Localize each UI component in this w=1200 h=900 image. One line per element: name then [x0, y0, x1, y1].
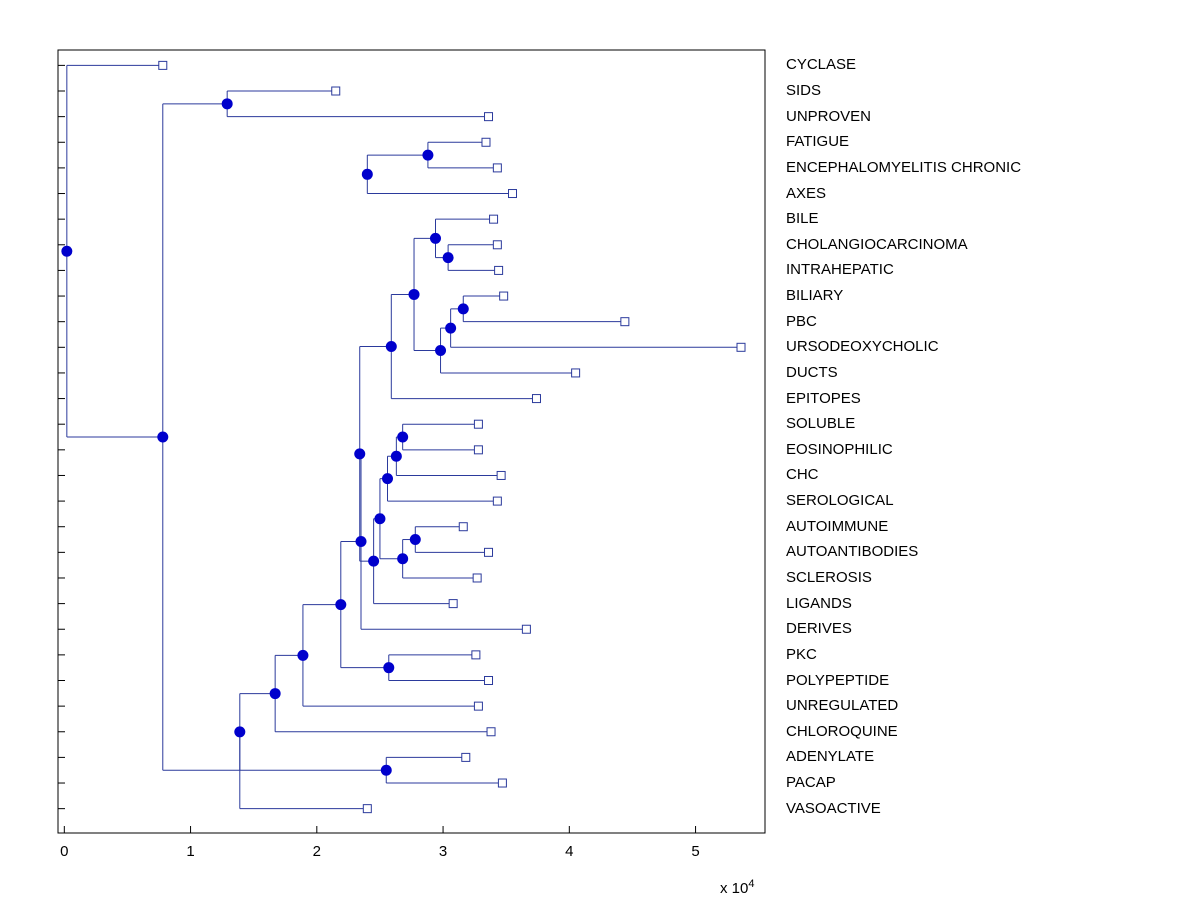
node-marker — [382, 473, 393, 484]
leaf-marker — [509, 190, 517, 198]
leaf-marker — [472, 651, 480, 659]
leaf-label: UNPROVEN — [786, 107, 872, 125]
leaf-label: SCLEROSIS — [786, 568, 872, 586]
leaf-label: SIDS — [786, 82, 822, 99]
leaf-marker — [363, 805, 371, 813]
leaf-label: SEROLOGICAL — [786, 492, 894, 510]
node-marker — [410, 534, 421, 545]
leaf-label: EOSINOPHILIC — [786, 440, 893, 458]
x-axis-tick-label: 3 — [438, 843, 448, 860]
leaf-marker — [737, 343, 745, 351]
node-marker — [443, 252, 454, 263]
node-marker — [234, 726, 245, 737]
x-axis-exponent-power: 4 — [748, 878, 755, 890]
leaf-marker — [498, 779, 506, 787]
node-marker — [368, 556, 379, 567]
node-marker — [458, 303, 469, 314]
leaf-label: POLYPEPTIDE — [786, 671, 890, 689]
node-marker — [397, 432, 408, 443]
node-marker — [397, 553, 408, 564]
leaf-label: CHC — [786, 466, 819, 484]
x-axis-tick-label: 5 — [691, 843, 700, 860]
leaf-marker — [474, 702, 482, 710]
leaf-marker — [487, 728, 495, 736]
leaf-label: DUCTS — [786, 363, 838, 381]
leaf-label: URSODEOXYCHOLIC — [786, 338, 939, 356]
leaf-label: VASOACTIVE — [786, 799, 881, 817]
leaf-label: CHLOROQUINE — [786, 722, 898, 740]
x-axis-tick-label: 2 — [312, 843, 321, 860]
leaf-marker — [493, 497, 501, 505]
node-marker — [430, 233, 441, 244]
x-axis-exponent-label — [720, 878, 754, 897]
leaf-label: PACAP — [786, 774, 836, 792]
node-marker — [61, 246, 72, 257]
node-marker — [422, 150, 433, 161]
x-axis-tick-label: 0 — [60, 843, 69, 860]
node-marker — [335, 599, 346, 610]
node-marker — [222, 98, 233, 109]
x-axis-tick-label: 4 — [565, 843, 574, 860]
node-marker — [157, 432, 168, 443]
leaf-marker — [485, 677, 493, 685]
node-marker — [383, 662, 394, 673]
leaf-marker — [500, 292, 508, 300]
leaf-marker — [449, 600, 457, 608]
leaf-label: PKC — [786, 645, 817, 663]
leaf-marker — [485, 548, 493, 556]
leaf-label: AUTOIMMUNE — [786, 517, 889, 535]
leaf-marker — [332, 87, 340, 95]
leaf-marker — [485, 113, 493, 121]
leaf-label: FATIGUE — [786, 133, 850, 151]
node-marker — [362, 169, 373, 180]
node-marker — [374, 513, 385, 524]
leaf-markers — [159, 61, 745, 812]
leaf-label: AUTOANTIBODIES — [786, 543, 919, 561]
x-axis-exponent-base: x 10 — [720, 880, 749, 897]
node-marker — [356, 536, 367, 547]
leaf-label: SOLUBLE — [786, 415, 856, 433]
leaf-marker — [474, 420, 482, 428]
leaf-label: INTRAHEPATIC — [786, 261, 894, 279]
leaf-label: BILE — [786, 210, 819, 228]
leaf-label: PBC — [786, 312, 817, 330]
node-marker — [445, 323, 456, 334]
leaf-marker — [482, 138, 490, 146]
leaf-label: BILIARY — [786, 287, 844, 305]
node-marker — [381, 765, 392, 776]
leaf-label: AXES — [786, 184, 827, 202]
node-marker — [391, 451, 402, 462]
leaf-label: EPITOPES — [786, 389, 861, 407]
leaf-label: CHOLANGIOCARCINOMA — [786, 235, 968, 253]
leaf-marker — [497, 471, 505, 479]
leaf-marker — [474, 446, 482, 454]
leaf-marker — [621, 318, 629, 326]
leaf-marker — [473, 574, 481, 582]
leaf-marker — [493, 241, 501, 249]
node-marker — [386, 341, 397, 352]
node-marker — [435, 345, 446, 356]
leaf-marker — [462, 753, 470, 761]
leaf-marker — [522, 625, 530, 633]
leaf-label: ENCEPHALOMYELITIS CHRONIC — [786, 158, 1022, 176]
node-marker — [409, 289, 420, 300]
leaf-label: DERIVES — [786, 620, 852, 638]
leaf-marker — [493, 164, 501, 172]
leaf-marker — [459, 523, 467, 531]
leaf-marker — [572, 369, 580, 377]
leaf-label: LIGANDS — [786, 594, 852, 612]
node-marker — [297, 650, 308, 661]
node-marker — [270, 688, 281, 699]
leaf-label: ADENYLATE — [786, 748, 875, 766]
x-axis-tick-label: 1 — [186, 843, 195, 860]
leaf-marker — [532, 395, 540, 403]
leaf-marker — [495, 266, 503, 274]
node-marker — [354, 448, 365, 459]
leaf-marker — [490, 215, 498, 223]
leaf-label: CYCLASE — [786, 56, 857, 74]
leaf-label: UNREGULATED — [786, 697, 899, 715]
leaf-marker — [159, 61, 167, 69]
